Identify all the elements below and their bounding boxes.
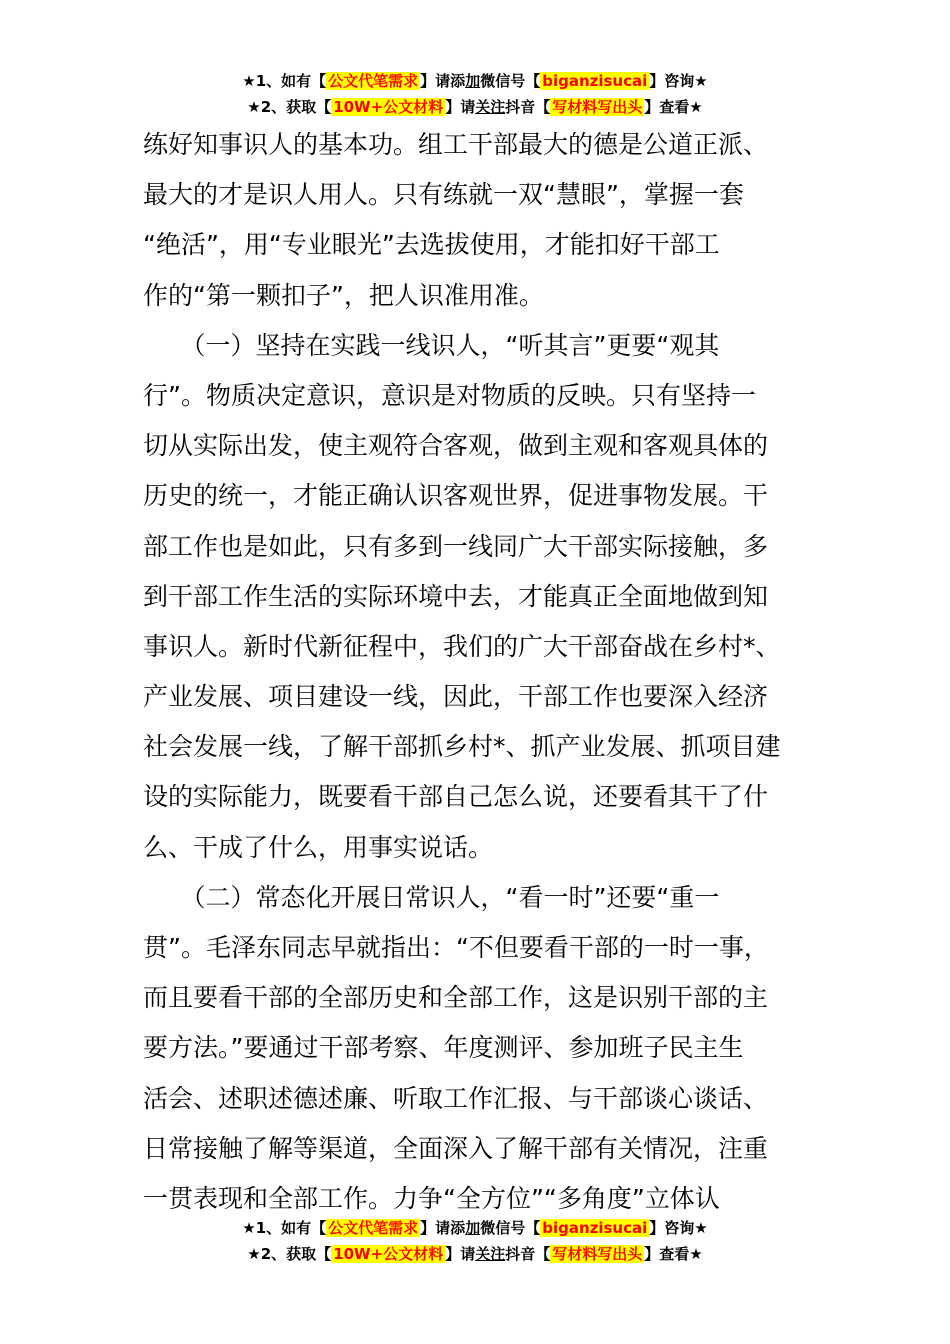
banner-line-1 [0, 1215, 950, 1241]
banner-highlight: biganzisucai [542, 1219, 648, 1237]
banner-underline-text: 关注 [475, 1245, 506, 1263]
body-line: “绝活”，用“专业眼光”去选拔使用，才能扣好干部工 [143, 230, 720, 260]
banner-text: 抖音【 [505, 1245, 551, 1263]
banner-text: 】咨询★ [649, 72, 708, 90]
body-line: 部工作也是如此，只有多到一线同广大干部实际接触，多 [143, 531, 769, 561]
body-line: 一贯表现和全部工作。力争“全方位”“多角度”立体认 [143, 1183, 720, 1213]
banner-text: 】请 [445, 1245, 476, 1263]
banner-text: 微信号【 [480, 72, 541, 90]
body-line: 练好知事识人的基本功。组工干部最大的德是公道正派、 [143, 130, 769, 159]
banner-highlight: 写材料写出头 [552, 1245, 643, 1263]
body-line: 历史的统一，才能正确认识客观世界，促进事物发展。干 [143, 481, 769, 511]
body-line: 设的实际能力，既要看干部自己怎么说，还要看其干了什 [143, 782, 769, 812]
banner-text: ★1、如有【 [242, 1219, 327, 1237]
banner-highlight: 写材料写出头 [552, 98, 643, 116]
banner-text: ★2、获取【 [247, 1245, 332, 1263]
body-line: 么、干成了什么，用事实说话。 [143, 832, 494, 862]
body-line: 日常接触了解等渠道，全面深入了解干部有关情况，注重 [143, 1133, 769, 1163]
banner-highlight: 公文代笔需求 [328, 72, 419, 90]
banner-highlight: biganzisucai [542, 72, 648, 90]
banner-highlight: 公文代笔需求 [328, 1219, 419, 1237]
banner-line-2 [0, 94, 950, 120]
body-line: 到干部工作生活的实际环境中去，才能真正全面地做到知 [143, 581, 769, 611]
banner-text: 】请添 [420, 1219, 466, 1237]
banner-text: 】咨询★ [649, 1219, 708, 1237]
body-line: 贯”。毛泽东同志早就指出：“不但要看干部的一时一事， [143, 933, 769, 962]
banner-underline-text: 加 [465, 1219, 481, 1237]
document-body [143, 120, 793, 1224]
banner-highlight: 10W+公文材料 [333, 98, 444, 116]
banner-text: 】查看★ [644, 1245, 703, 1263]
banner-highlight: 10W+公文材料 [333, 1245, 444, 1263]
banner-text: 】查看★ [644, 98, 703, 116]
banner-text: 】请 [445, 98, 476, 116]
body-line: 要方法。”要通过干部考察、年度测评、参加班子民主生 [143, 1033, 744, 1063]
banner-text: 微信号【 [480, 1219, 541, 1237]
banner-text: ★1、如有【 [242, 72, 327, 90]
body-line: 行”。物质决定意识，意识是对物质的反映。只有坚持一 [143, 380, 756, 410]
body-line: 事识人。新时代新征程中，我们的广大干部奋战在乡村*、 [143, 631, 781, 661]
header-banner [0, 68, 950, 120]
banner-underline-text: 加 [465, 72, 481, 90]
banner-line-1 [0, 68, 950, 94]
body-line: 切从实际出发，使主观符合客观，做到主观和客观具体的 [143, 431, 769, 461]
body-line: 而且要看干部的全部历史和全部工作，这是识别干部的主 [143, 983, 769, 1013]
body-line: 作的“第一颗扣子”，把人识准用准。 [143, 280, 544, 310]
banner-underline-text: 关注 [475, 98, 506, 116]
body-line: （一）坚持在实践一线识人，“听其言”更要“观其 [143, 330, 720, 360]
banner-text: ★2、获取【 [247, 98, 332, 116]
body-line: 产业发展、项目建设一线，因此，干部工作也要深入经济 [143, 682, 769, 712]
body-line: 社会发展一线，了解干部抓乡村*、抓产业发展、抓项目建 [143, 732, 781, 762]
banner-text: 抖音【 [505, 98, 551, 116]
body-line: （二）常态化开展日常识人，“看一时”还要“重一 [143, 882, 720, 912]
footer-banner [0, 1215, 950, 1267]
body-line: 活会、述职述德述廉、听取工作汇报、与干部谈心谈话、 [143, 1083, 769, 1113]
banner-line-2 [0, 1241, 950, 1267]
banner-text: 】请添 [420, 72, 466, 90]
body-line: 最大的才是识人用人。只有练就一双“慧眼”，掌握一套 [143, 180, 744, 210]
